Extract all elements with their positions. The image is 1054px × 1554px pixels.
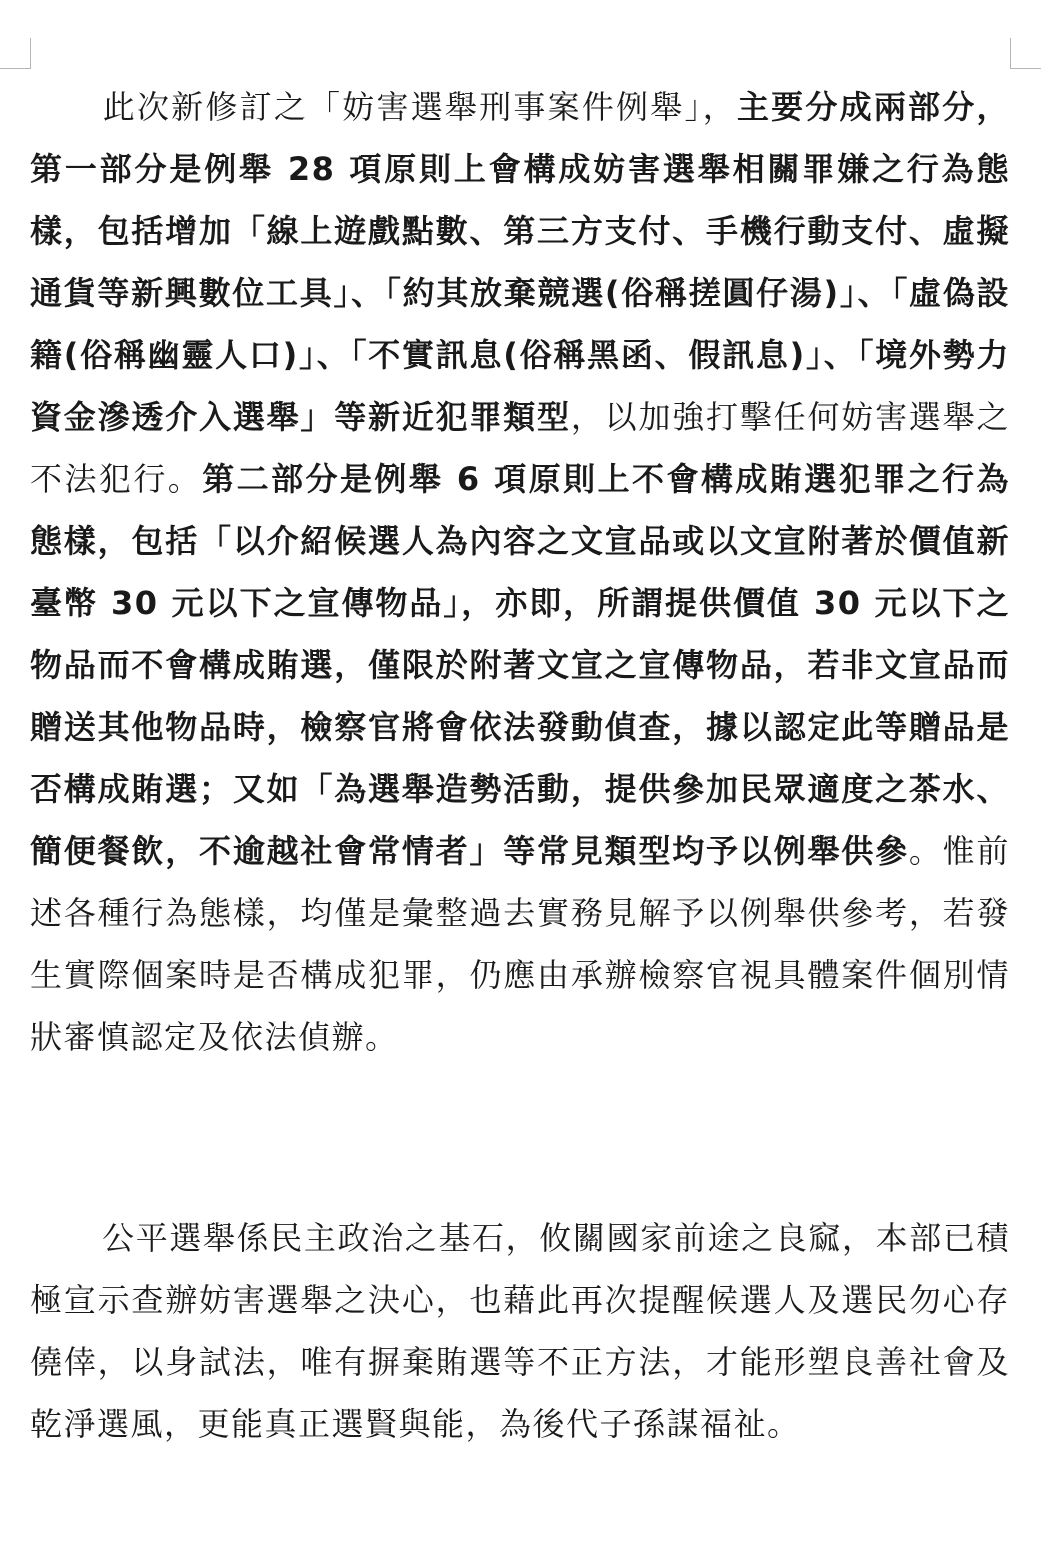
body-paragraph-1 bbox=[30, 76, 1010, 1068]
body-paragraph-2 bbox=[30, 1207, 1010, 1455]
paragraph-1-segment-4-bold: 第二部分是例舉 6 項原則上不會構成賄選犯罪之行為態樣，包括「以介紹候選人為內容之文宣品或以文宣附著於價值新臺幣 30 元以下之宣傳物品」，亦即，所謂提供價值 30 元以下之物品而不會構成賄選，僅限於附著文宣之宣傳物品，若非文宣品而贈送其他物品時，檢察官將會依法發動偵查，據以認定此等贈品是否構成賄選；又如「為選舉造勢活動，提供參加民眾適度之茶水、簡便餐飲，不逾越社會常情者」等常見類型均予以例舉供參 bbox=[30, 460, 1010, 870]
paragraph-2-text: 公平選舉係民主政治之基石，攸關國家前途之良窳，本部已積極宣示查辦妨害選舉之決心，也藉此再次提醒候選人及選民勿心存僥倖，以身試法，唯有摒棄賄選等不正方法，才能形塑良善社會及乾淨選風，更能真正選賢與能，為後代子孫謀福祉。 bbox=[30, 1219, 1010, 1443]
paragraph-1-segment-5: 。惟前述各種行為態樣，均僅是彙整過去實務見解予以例舉供參考，若發生實際個案時是否構成犯罪，仍應由承辦檢察官視具體案件個別情狀審慎認定及依法偵辦。 bbox=[30, 832, 1010, 1056]
margin-corner-top-left bbox=[0, 38, 31, 69]
paragraph-1-segment-1: 此次新修訂之「妨害選舉刑事案件例舉」， bbox=[102, 88, 737, 126]
paragraph-1-segment-2-bold: 主要分成兩部分，第一部分是例舉 28 項原則上會構成妨害選舉相關罪嫌之行為態樣，包括增加「線上遊戲點數、第三方支付、手機行動支付、虛擬通貨等新興數位工具」、「約其放棄競選(俗稱搓圓仔湯)」、「虛偽設籍(俗稱幽靈人口)」、「不實訊息(俗稱黑函、假訊息)」、「境外勢力資金滲透介入選舉」等新近犯罪類型 bbox=[30, 88, 1010, 436]
margin-corner-top-right bbox=[1010, 38, 1041, 69]
paragraph-1-segment-3: ，以加強打擊任何妨害選舉之不法犯行。 bbox=[30, 398, 1010, 498]
